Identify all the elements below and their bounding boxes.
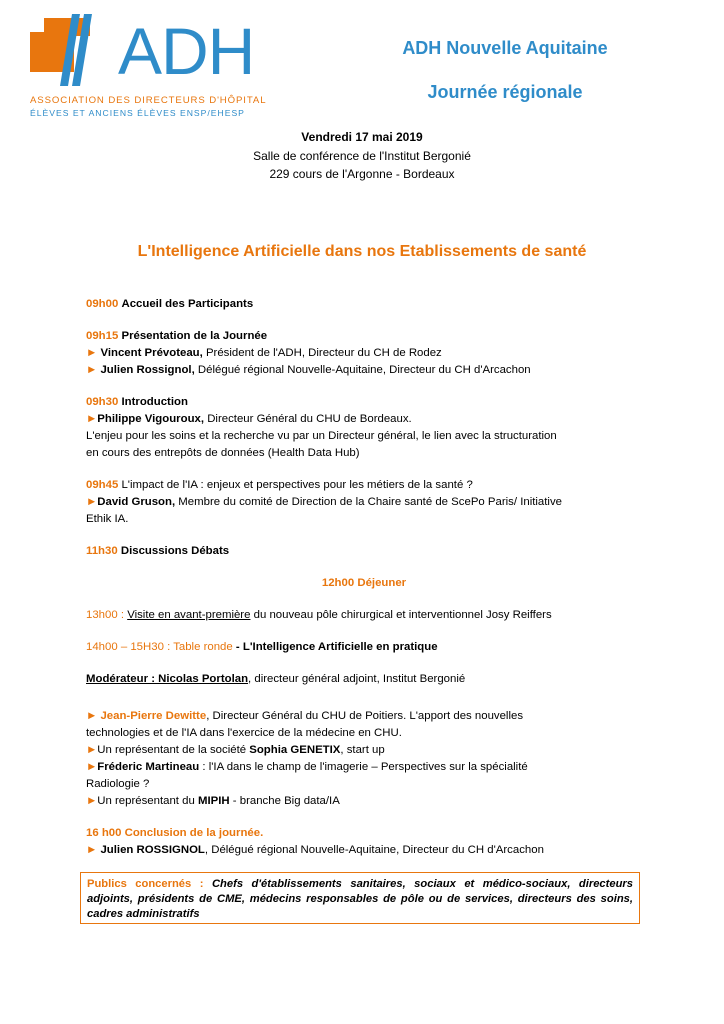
logo-text: ADH <box>118 14 255 88</box>
public-text: Chefs d'établissements sanitaires, sociaux et médico-sociaux, directeurs adjoints, présidents de CME, médecins responsables de pôle ou de services, directeurs des soins, cadres administratifs <box>87 878 634 920</box>
intervenant-text: - branche Big data/IA <box>229 795 340 807</box>
speaker-name: Sophia GENETIX <box>249 744 341 756</box>
arrow-icon: ► <box>86 496 98 508</box>
arrow-icon: ► <box>86 347 98 359</box>
session-time: 09h15 <box>86 330 119 342</box>
session-impact <box>86 477 642 528</box>
program <box>86 296 642 874</box>
moderateur-label: Modérateur : Nicolas Portolan <box>86 673 249 685</box>
session-time: 14h00 – 15H30 : Table ronde <box>86 641 233 653</box>
speaker-role-cont: technologies et de l'IA dans l'exercice de la médecine en CHU. <box>86 727 402 739</box>
speaker-role: Délégué régional Nouvelle-Aquitaine, Directeur du CH d'Arcachon <box>194 364 531 376</box>
visite-link: Visite en avant-première <box>127 609 251 621</box>
session-label: Discussions Débats <box>120 545 230 557</box>
speaker-role-cont: Ethik IA. <box>86 513 129 525</box>
header-title: ADH Nouvelle Aquitaine <box>402 38 608 58</box>
arrow-icon: ► <box>86 364 98 376</box>
visite-text: du nouveau pôle chirurgical et interventionnel Josy Reiffers <box>250 609 552 621</box>
session-presentation <box>86 328 642 379</box>
session-dejeuner <box>86 575 642 592</box>
moderateur <box>86 671 642 688</box>
public-label: Publics concernés : <box>87 878 204 890</box>
intervenant-text: Un représentant de la société <box>97 744 250 756</box>
event-date: Vendredi 17 mai 2019 <box>301 130 423 144</box>
intro-text-1: L'enjeu pour les soins et la recherche vu par un Directeur général, le lien avec la structuration <box>86 430 557 442</box>
speaker-name: Vincent Prévoteau, <box>100 347 203 359</box>
session-time: 11h30 <box>86 545 118 557</box>
session-time: 13h00 : <box>86 609 125 621</box>
logo-emblem-icon <box>28 10 118 90</box>
header-subtitle: Journée régionale <box>427 82 583 102</box>
arrow-icon: ► <box>86 710 98 722</box>
arrow-icon: ► <box>86 761 98 773</box>
session-label: L'impact de l'IA : enjeux et perspectives pour les métiers de la santé ? <box>118 479 473 491</box>
speaker-role: Directeur Général du CHU de Bordeaux. <box>204 413 412 425</box>
speaker-role: Membre du comité de Direction de la Chaire santé de ScePo Paris/ Initiative <box>175 496 562 508</box>
moderateur-text: , directeur général adjoint, Institut Bergonié <box>248 673 466 685</box>
intro-text-2: en cours des entrepôts de données (Health Data Hub) <box>86 447 360 459</box>
session-visite <box>86 607 642 624</box>
logo-tagline-eleves: ÉLÈVES ET ANCIENS ÉLÈVES ENSP/EHESP <box>30 108 245 118</box>
speaker-name: MIPIH <box>197 795 230 807</box>
speaker-name: Philippe Vigouroux, <box>97 413 205 425</box>
dejeuner-label: 12h00 Déjeuner <box>321 577 407 589</box>
session-introduction <box>86 394 642 462</box>
session-time: 09h45 <box>86 479 119 491</box>
adh-logo <box>28 10 298 120</box>
session-accueil <box>86 296 642 313</box>
session-discussions <box>86 543 642 560</box>
speaker-name: Fréderic Martineau <box>97 761 200 773</box>
session-table-ronde <box>86 639 642 656</box>
speaker-role-cont: Radiologie ? <box>86 778 150 790</box>
speaker-name: Jean-Pierre Dewitte <box>100 710 207 722</box>
session-label: Accueil des Participants <box>121 298 254 310</box>
session-time: 09h00 <box>86 298 119 310</box>
speaker-role: , Délégué régional Nouvelle-Aquitaine, Directeur du CH d'Arcachon <box>204 844 544 856</box>
session-label: 16 h00 Conclusion de la journée. <box>86 827 264 839</box>
speaker-role: Président de l'ADH, Directeur du CH de Rodez <box>202 347 442 359</box>
logo-tagline-association: ASSOCIATION DES DIRECTEURS D'HÔPITAL <box>30 95 267 106</box>
intervenant-text: Un représentant du <box>97 795 198 807</box>
speaker-name: Julien Rossignol, <box>100 364 195 376</box>
intervenants <box>86 708 642 810</box>
session-label: Présentation de la Journée <box>121 330 268 342</box>
intervenant-text: , start up <box>340 744 385 756</box>
speaker-name: Julien ROSSIGNOL <box>100 844 205 856</box>
speaker-role: : l'IA dans le champ de l'imagerie – Perspectives sur la spécialité <box>199 761 528 773</box>
speaker-name: David Gruson, <box>97 496 176 508</box>
arrow-icon: ► <box>86 744 98 756</box>
arrow-icon: ► <box>86 413 98 425</box>
main-title: L'Intelligence Artificielle dans nos Etablissements de santé <box>137 243 587 260</box>
session-label: - L'Intelligence Artificielle en pratique <box>232 641 438 653</box>
arrow-icon: ► <box>86 795 98 807</box>
session-conclusion <box>86 825 642 859</box>
event-venue: Salle de conférence de l'Institut Bergonié <box>253 149 471 163</box>
speaker-role: , Directeur Général du CHU de Poitiers. L'apport des nouvelles <box>206 710 524 722</box>
arrow-icon: ► <box>86 844 98 856</box>
event-address: 229 cours de l'Argonne - Bordeaux <box>269 167 455 181</box>
session-label: Introduction <box>121 396 188 408</box>
public-box <box>80 872 640 924</box>
session-time: 09h30 <box>86 396 119 408</box>
